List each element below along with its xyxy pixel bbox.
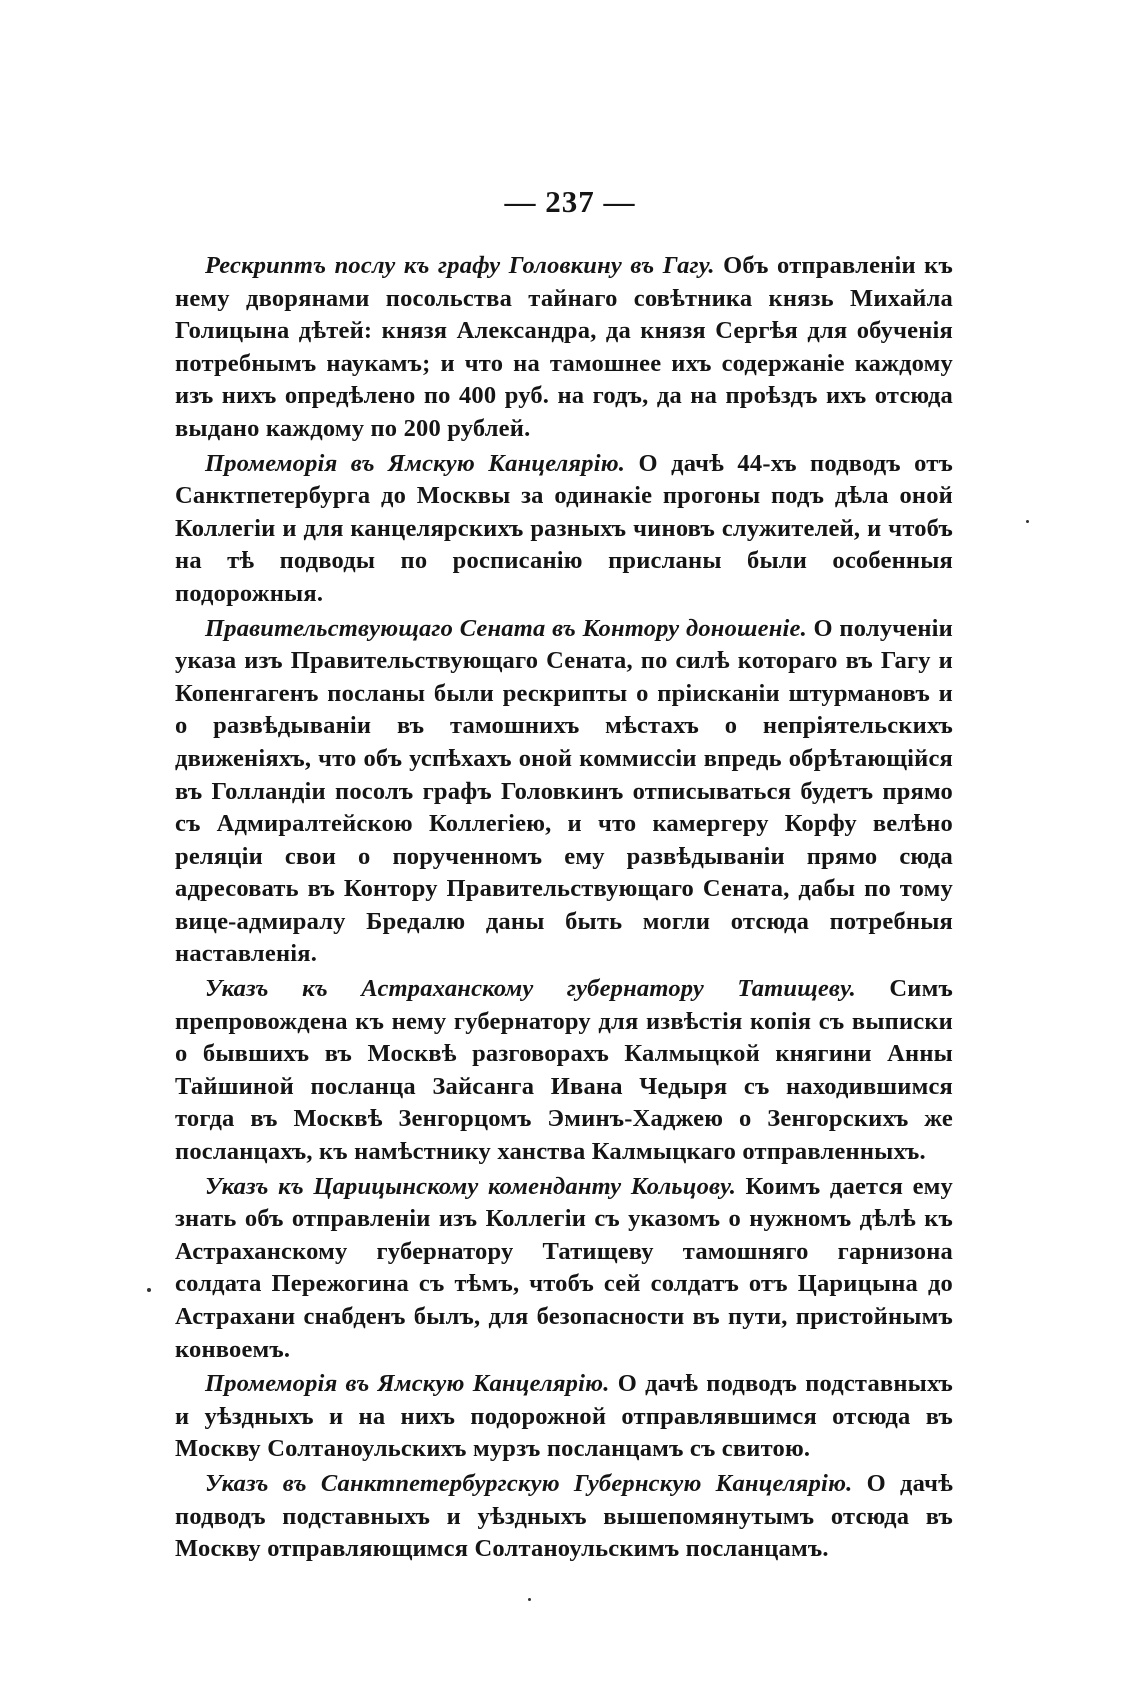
- entry-body: Объ отправленіи къ нему дворянами посольства тайнаго совѣтника князь Михайла Голицына дѣтей: князя Александра, да князя Сергѣя для обученія потребнымъ наукамъ; и что на тамошнее ихъ содержаніе каждому изъ нихъ опредѣлено по 400 руб. на годъ, да на проѣздъ ихъ отсюда выдано каждому по 200 рублей.: [175, 252, 953, 442]
- entry-rescript-golovkin: [175, 250, 953, 446]
- entry-heading: Промеморія въ Ямскую Канцелярію.: [205, 449, 626, 477]
- print-speck: [147, 1288, 151, 1292]
- entry-body: О дачѣ 44-хъ подводъ отъ Санктпетербурга до Москвы за одинакіе прогоны подъ дѣла оной Коллегіи и для канцелярскихъ разныхъ чиновъ служителей, и чтобъ на тѣ подводы по росписанію присланы были особенныя подорожныя.: [175, 449, 953, 607]
- entry-promemoria-yamskaya-2: [175, 1368, 953, 1466]
- entry-heading: Указъ въ Санктпетербургскую Губернскую Канцелярію.: [205, 1469, 853, 1497]
- entry-promemoria-yamskaya-1: [175, 448, 953, 611]
- entry-body: Симъ препровождена къ нему губернатору для извѣстія копія съ выписки о бывшихъ въ Москвѣ разговорахъ Калмыцкой княгини Анны Тайшиной посланца Зайсанга Ивана Чедыря съ находившимся тогда въ Москвѣ Зенгорцомъ Эминъ-Хаджею о Зенгорскихъ же посланцахъ, къ намѣстнику ханства Калмыцкаго отправленныхъ.: [175, 975, 953, 1166]
- entry-ukaz-koltsov: [175, 1171, 953, 1367]
- text-block: [175, 250, 953, 1568]
- entry-body: Коимъ дается ему знать объ отправленіи изъ Коллегіи съ указомъ о нужномъ дѣлѣ къ Астраханскому губернатору Татищеву тамошняго гарнизона солдата Пережогина съ тѣмъ, чтобъ сей солдатъ отъ Царицына до Астрахани снабденъ былъ, для безопасности въ пути, пристойнымъ конвоемъ.: [175, 1172, 953, 1363]
- entry-body: О дачѣ подводъ подставныхъ и уѣздныхъ и на нихъ подорожной отправлявшимся отсюда въ Москву Солтаноульскихъ мурзъ посланцамъ съ свитою.: [175, 1370, 953, 1463]
- print-speck: [528, 1598, 531, 1601]
- entry-senate-report: [175, 613, 953, 972]
- entry-heading: Указъ къ Царицынскому коменданту Кольцову.: [205, 1172, 737, 1200]
- entry-body: О дачѣ подводъ подставныхъ и уѣздныхъ вышепомянутымъ отсюда въ Москву отправляющимся Солтаноульскимъ посланцамъ.: [175, 1469, 953, 1563]
- entry-ukaz-tatishchev: [175, 973, 953, 1169]
- entry-ukaz-gubernskaya: [175, 1468, 953, 1566]
- entry-heading: Промеморія въ Ямскую Канцелярію.: [205, 1370, 610, 1398]
- entry-heading: Указъ къ Астраханскому губернатору Татищеву.: [205, 975, 856, 1003]
- page-number: — 237 —: [504, 184, 636, 219]
- entry-heading: Рескриптъ послу къ графу Головкину въ Гагу.: [205, 252, 715, 279]
- entry-body: О полученіи указа изъ Правительствующаго Сената, по силѣ котораго въ Гагу и Копенгагенъ посланы были рескрипты о пріисканіи штурмановъ и о развѣдываніи въ тамошнихъ мѣстахъ о непріятельскихъ движеніяхъ, что объ успѣхахъ оной коммиссіи впредь обрѣтающійся въ Голландіи посолъ графъ Головкинъ отписываться будетъ прямо съ Адмиралтейскою Коллегіею, и что камергеру Корфу велѣно реляціи свои о порученномъ ему развѣдываніи прямо сюда адресовать въ Контору Правительствующаго Сената, дабы по тому вице-адмиралу Бредалю даны быть могли отсюда потребныя наставленія.: [175, 614, 953, 968]
- entry-heading: Правительствующаго Сената въ Контору доношеніе.: [205, 614, 807, 642]
- print-speck: [1026, 520, 1029, 523]
